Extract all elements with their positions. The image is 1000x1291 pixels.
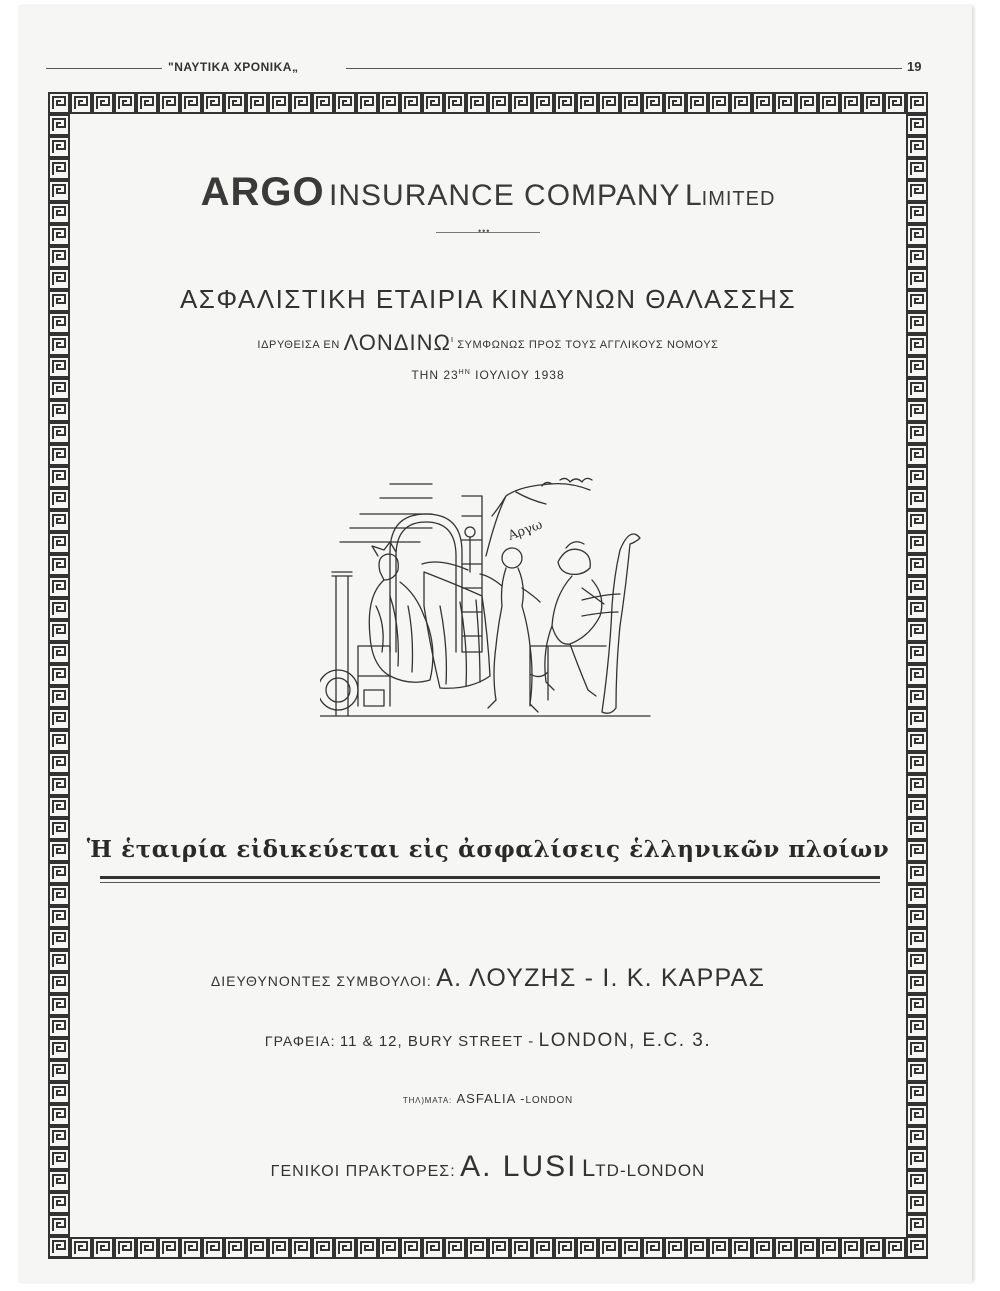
telegrams-line bbox=[70, 1090, 906, 1108]
header-rule-middle bbox=[346, 68, 902, 69]
date-prefix: ΤΗΝ 23 bbox=[411, 368, 459, 382]
divider-ornament: ••• bbox=[478, 226, 491, 236]
offices-label: ΓΡΑΦΕΙΑ: bbox=[264, 1033, 336, 1049]
agents-name: Α. LUSI bbox=[460, 1150, 578, 1183]
company-argo: ARGO bbox=[200, 170, 325, 214]
company-limited-rest: IMITED bbox=[701, 188, 776, 210]
running-header bbox=[46, 58, 926, 78]
offices-address: 11 & 12, BURY STREET - bbox=[339, 1033, 535, 1050]
telegrams-label: ΤΗΛ)ΜΑΤΑ: bbox=[402, 1096, 453, 1105]
illustration-inscription: Αργω bbox=[506, 517, 545, 544]
founded-prefix: ΙΔΡΥΘΕΙΣΑ ΕΝ bbox=[257, 339, 340, 351]
agents-ltd-rest: TD-LONDON bbox=[595, 1161, 706, 1180]
company-limited-cap: L bbox=[684, 179, 702, 212]
agents-label: ΓΕΝΙΚΟΙ ΠΡΑΚΤΟΡΕΣ: bbox=[270, 1163, 456, 1180]
page-number: 19 bbox=[904, 59, 924, 74]
directors-line bbox=[70, 964, 906, 993]
date-superscript: ΗΝ bbox=[458, 369, 471, 376]
meander-border-bottom bbox=[48, 1237, 928, 1259]
company-name bbox=[70, 170, 906, 215]
advert-content bbox=[70, 114, 906, 1237]
header-rule-left bbox=[46, 68, 162, 69]
date-suffix: ΙΟΥΛΙΟΥ 1938 bbox=[475, 368, 565, 382]
founded-suffix: ΣΥΜΦΩΝΩΣ ΠΡΟΣ ΤΟΥΣ ΑΓΓΛΙΚΟΥΣ ΝΟΜΟΥΣ bbox=[457, 339, 719, 351]
meander-border-top bbox=[48, 92, 928, 114]
telegrams-value: ASFALIA - bbox=[456, 1091, 526, 1106]
directors-names: Α. ΛΟΥΖΗΣ - Ι. Κ. ΚΑΡΡΑΣ bbox=[436, 964, 766, 992]
offices-city: LONDON, E.C. 3. bbox=[538, 1030, 712, 1051]
tagline-rule-thin bbox=[100, 882, 880, 883]
agents-ltd-cap: L bbox=[581, 1155, 596, 1182]
telegrams-city: LONDON bbox=[525, 1095, 574, 1106]
founding-date bbox=[70, 368, 906, 382]
founded-line: ΙΔΡΥΘΕΙΣΑ ΕΝ $\Lambda ON\Delta IN\Omega^\iota$ ΣΥΜΦΩΝΩΣ ΠΡΟΣ ΤΟΥΣ ΑΓΓΛΙΚΟΥΣ ΝΟΜΟΥΣ bbox=[257, 330, 719, 355]
argo-illustration bbox=[320, 476, 660, 734]
company-insurance: INSURANCE COMPANY bbox=[329, 179, 681, 212]
directors-label: ΔΙΕΥΘΥΝΟΝΤΕΣ ΣΥΜΒΟΥΛΟΙ: bbox=[210, 973, 432, 989]
offices-line bbox=[70, 1030, 906, 1052]
meander-border-right bbox=[906, 92, 928, 1259]
tagline-rule-thick bbox=[100, 876, 880, 879]
agents-line bbox=[70, 1150, 906, 1184]
meander-border-left bbox=[48, 92, 70, 1259]
publication-title: "ΝΑΥΤΙΚΑ ΧΡΟΝΙΚΑ„ bbox=[164, 60, 302, 74]
greek-company-title: ΑΣΦΑΛΙΣΤΙΚΗ ΕΤΑΙΡΙΑ ΚΙΝΔΥΝΩΝ ΘΑΛΑΣΣΗΣ bbox=[179, 284, 797, 314]
founded-city: ΛΟΝΔΙΝΩ bbox=[343, 330, 451, 355]
tagline: Ἡ ἑταιρία εἰδικεύεται εἰς ἀσφαλίσεις ἑλληνικῶν πλοίων bbox=[86, 836, 890, 863]
